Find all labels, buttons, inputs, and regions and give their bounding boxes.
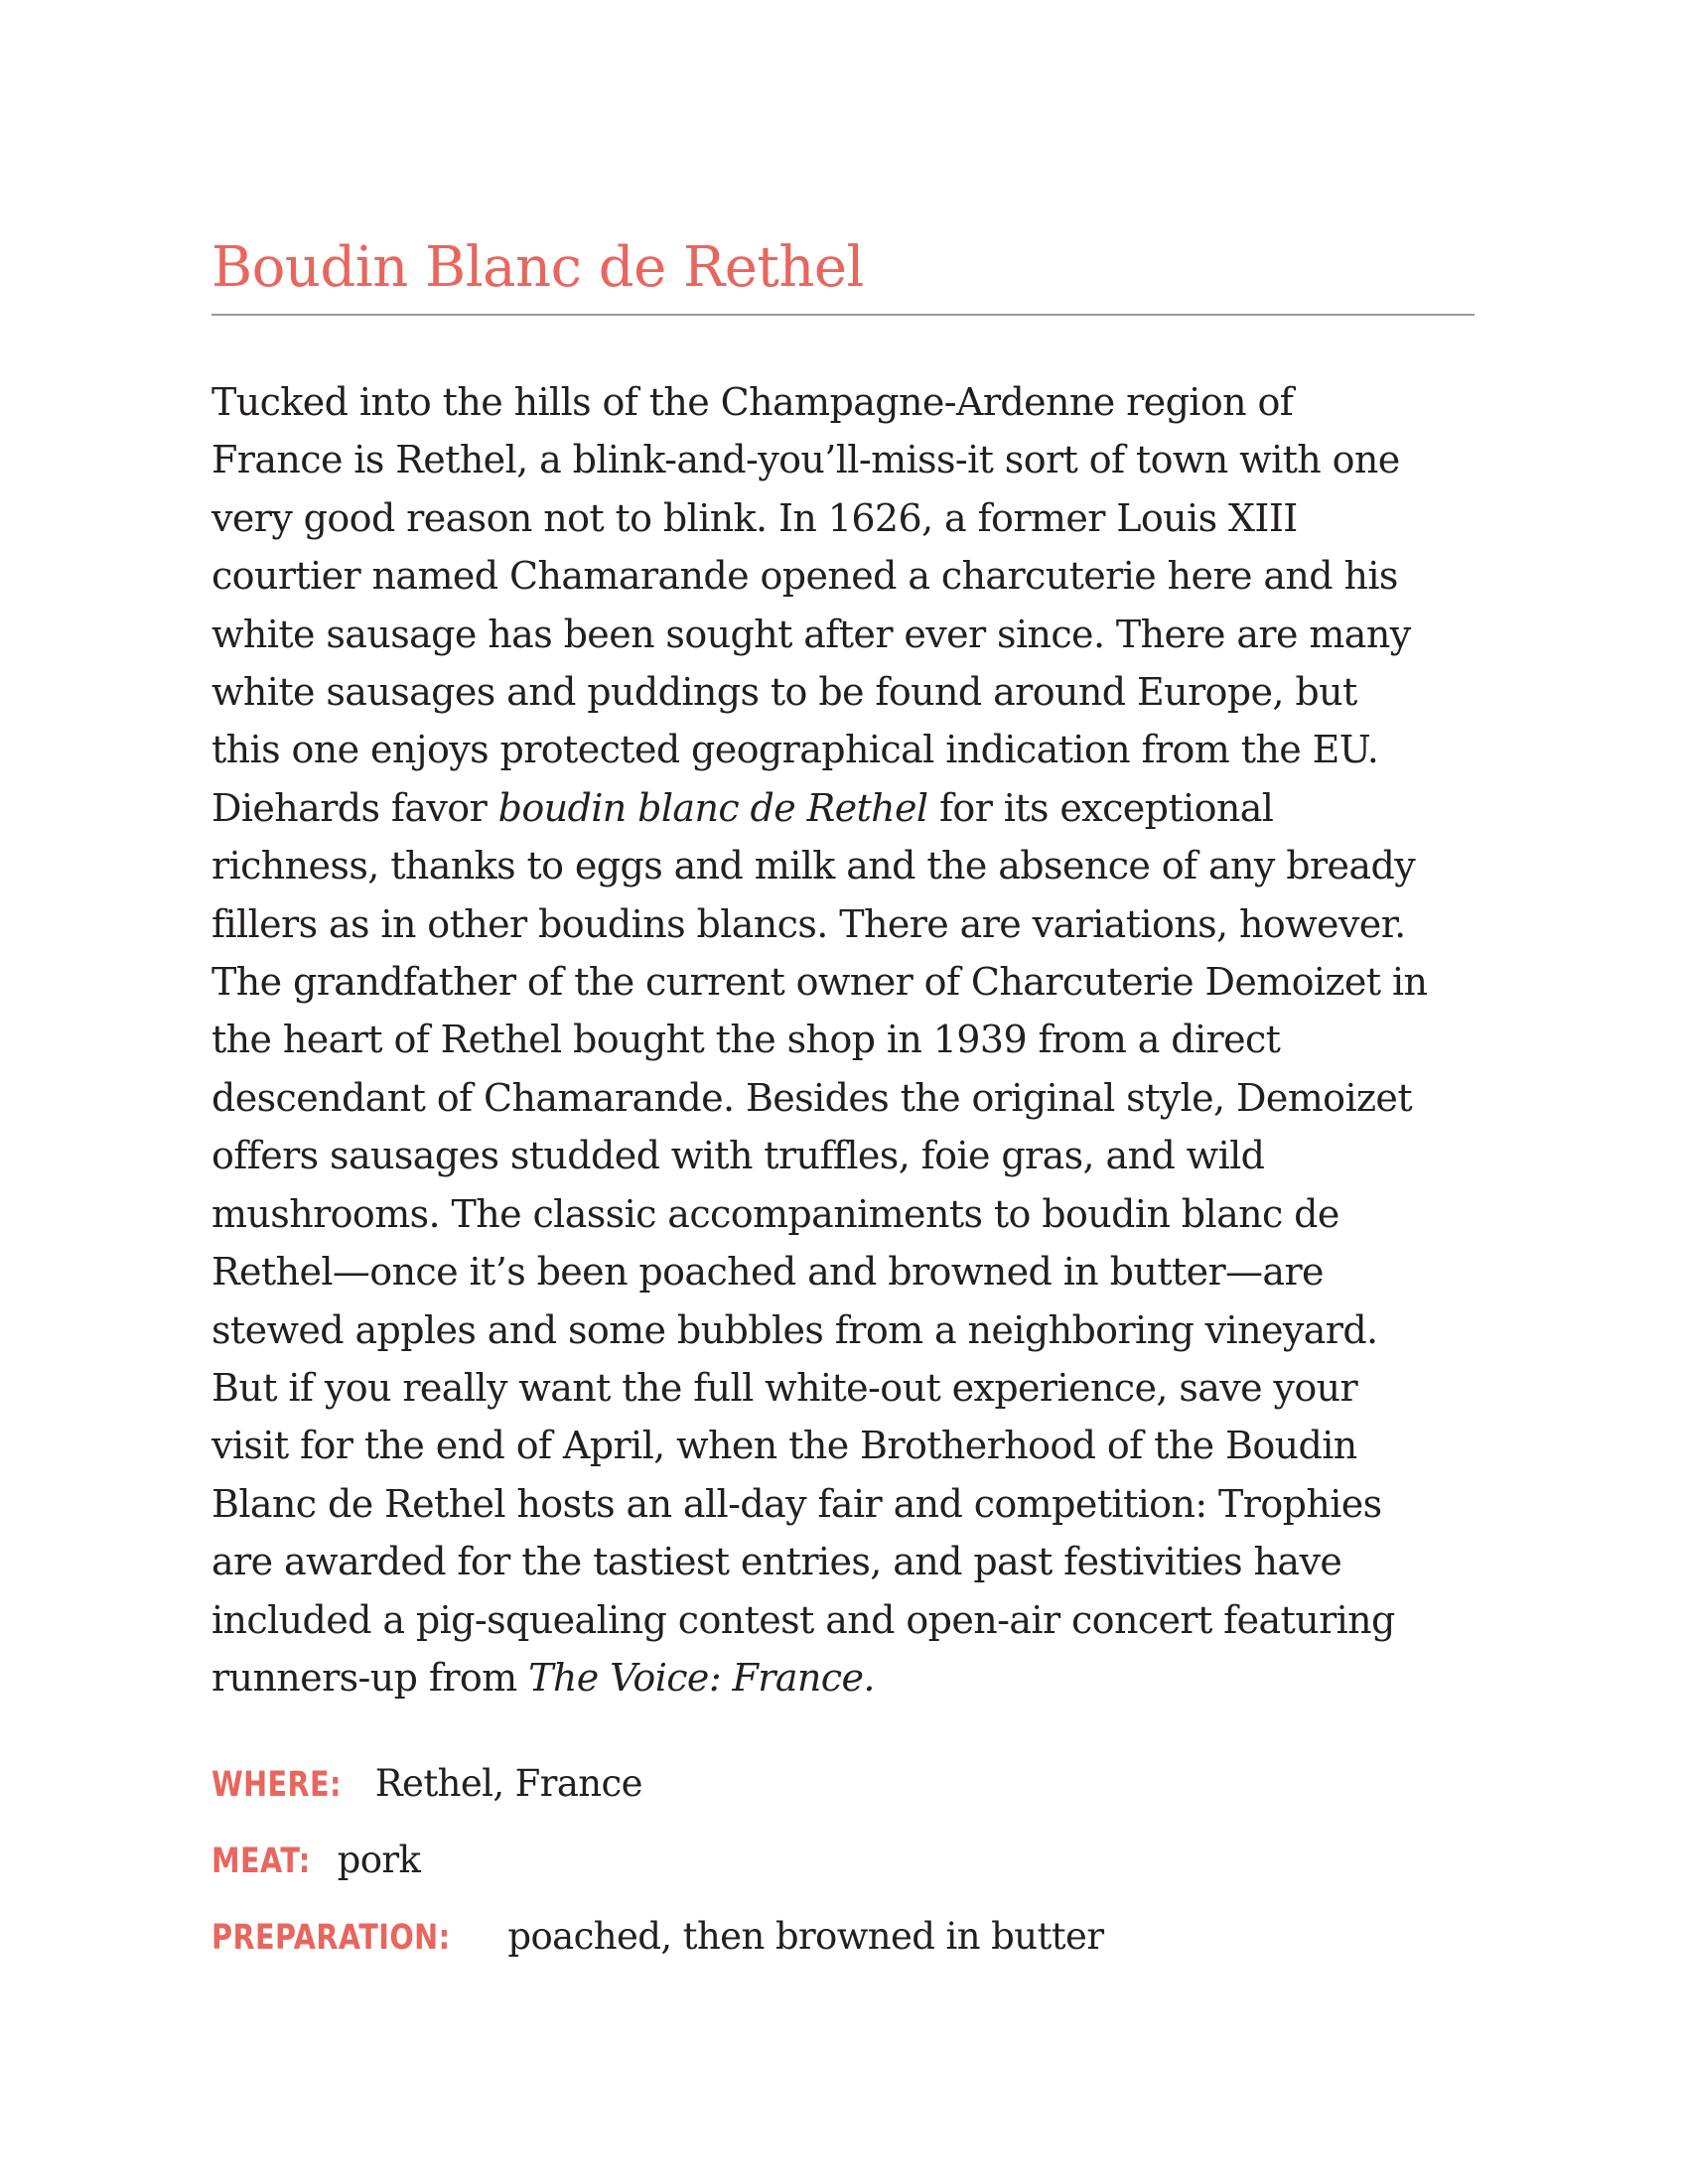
body-line: the heart of Rethel bought the shop in 1939 from a direct (211, 1018, 1281, 1062)
entry-facts (211, 1754, 1475, 1983)
body-line: included a pig-squealing contest and open-air concert featuring (211, 1597, 1395, 1642)
fact-meat (211, 1831, 1475, 1907)
body-text-segment: Diehards favor (211, 785, 498, 830)
body-line: very good reason not to blink. In 1626, a former Louis XIII (211, 495, 1298, 540)
fact-where-label: WHERE: (211, 1765, 342, 1805)
body-line: courtier named Chamarande opened a charcuterie here and his (211, 554, 1398, 599)
body-line: richness, thanks to eggs and milk and the absence of any bready (211, 844, 1416, 888)
body-line: this one enjoys protected geographical indication from the EU. (211, 728, 1379, 772)
fact-preparation-label: PREPARATION: (211, 1918, 451, 1958)
body-line-with-italic (211, 1649, 1475, 1706)
body-line: visit for the end of April, when the Brotherhood of the Boudin (211, 1424, 1357, 1468)
body-line: Tucked into the hills of the Champagne-Ardenne region of (211, 380, 1294, 424)
body-text-segment: for its exceptional (927, 785, 1274, 830)
entry-title: Boudin Blanc de Rethel (211, 235, 864, 300)
body-line: Rethel—once it’s been poached and browned in butter—are (211, 1250, 1324, 1295)
body-line: The grandfather of the current owner of Charcuterie Demoizet in (211, 960, 1428, 1005)
body-line-with-italic (211, 779, 1475, 837)
body-line: are awarded for the tastiest entries, and past festivities have (211, 1540, 1342, 1584)
fact-preparation-value: poached, then browned in butter (507, 1915, 1104, 1958)
body-line: offers sausages studded with truffles, foie gras, and wild (211, 1134, 1265, 1178)
fact-where (211, 1754, 1475, 1831)
italic-term: boudin blanc de Rethel (497, 785, 928, 830)
fact-preparation (211, 1907, 1475, 1983)
body-line: Blanc de Rethel hosts an all-day fair and competition: Trophies (211, 1481, 1382, 1526)
title-divider (211, 314, 1475, 316)
body-line: stewed apples and some bubbles from a neighboring vineyard. (211, 1307, 1378, 1352)
body-line: descendant of Chamarande. Besides the original style, Demoizet (211, 1075, 1412, 1120)
fact-meat-label: MEAT: (211, 1842, 311, 1881)
body-line: mushrooms. The classic accompaniments to boudin blanc de (211, 1191, 1339, 1236)
body-line: white sausages and puddings to be found around Europe, but (211, 670, 1357, 715)
body-line: fillers as in other boudins blancs. There are variations, however. (211, 901, 1406, 946)
fact-where-value: Rethel, France (374, 1762, 642, 1805)
italic-show-title: The Voice: France. (528, 1655, 875, 1700)
fact-meat-value: pork (337, 1839, 421, 1881)
body-text-segment: runners-up from (211, 1655, 529, 1700)
body-line: white sausage has been sought after ever since. There are many (211, 612, 1411, 656)
body-line: But if you really want the full white-out experience, save your (211, 1365, 1358, 1410)
body-line: France is Rethel, a blink-and-you’ll-miss-it sort of town with one (211, 438, 1400, 482)
entry-body (211, 373, 1475, 1706)
